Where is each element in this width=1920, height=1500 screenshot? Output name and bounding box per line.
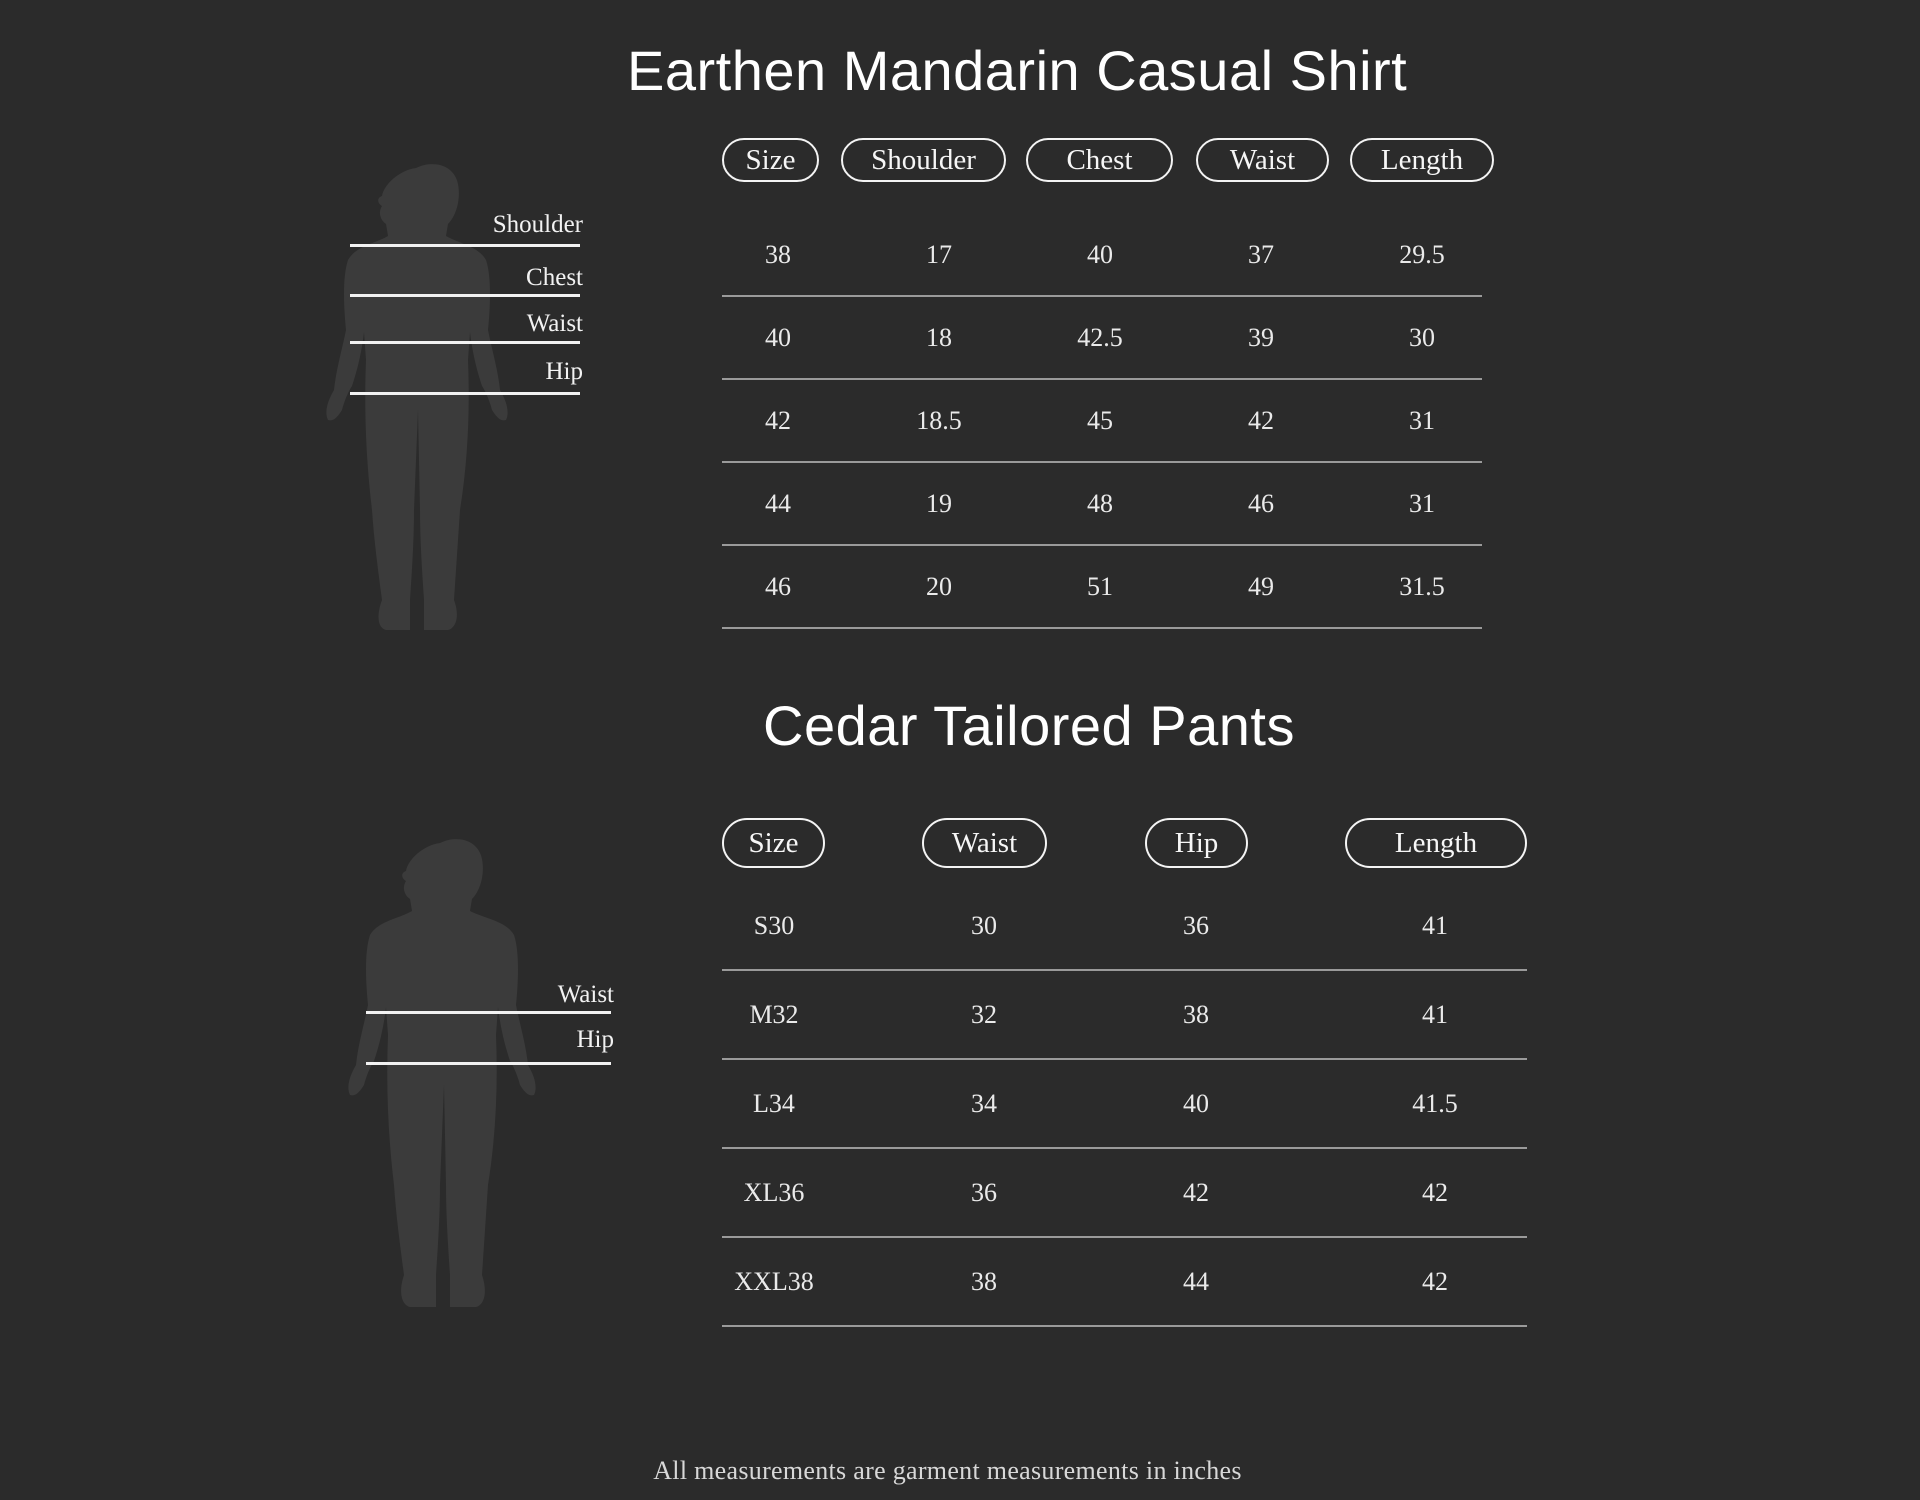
cell-size: XL36 (743, 1177, 805, 1207)
table-row (722, 297, 1482, 380)
cell-length: 41 (1422, 910, 1448, 940)
table-row (722, 1149, 1527, 1238)
cell-length: 29.5 (1399, 239, 1445, 269)
cell-length: 41 (1422, 999, 1448, 1029)
cell-length: 42 (1422, 1266, 1448, 1296)
column-header-length: Length (1350, 138, 1494, 182)
waist-measure-line (350, 341, 580, 344)
chest-measure-line (350, 294, 580, 297)
cell-hip: 42 (1183, 1177, 1209, 1207)
column-header-waist: Waist (1196, 138, 1329, 182)
pants-hip-measure-line (366, 1062, 611, 1065)
cell-shoulder: 17 (926, 239, 952, 269)
table-row (722, 463, 1482, 546)
cell-size: 40 (765, 322, 791, 352)
cell-chest: 45 (1087, 405, 1113, 435)
cell-length: 41.5 (1412, 1088, 1458, 1118)
measurement-footnote: All measurements are garment measurements in inches (653, 1456, 1242, 1485)
table-row (722, 214, 1482, 297)
column-header-chest: Chest (1026, 138, 1173, 182)
cell-waist: 34 (971, 1088, 997, 1118)
column-header-size: Size (722, 818, 825, 868)
column-header-waist: Waist (922, 818, 1047, 868)
cell-shoulder: 18.5 (916, 405, 962, 435)
cell-length: 30 (1409, 322, 1435, 352)
column-header-shoulder: Shoulder (841, 138, 1006, 182)
table-header (722, 138, 1482, 190)
waist-label: Waist (526, 310, 583, 337)
cell-waist: 42 (1248, 405, 1274, 435)
shirt-size-table (722, 138, 1482, 629)
table-row (722, 1060, 1527, 1149)
cell-waist: 38 (971, 1266, 997, 1296)
cell-length: 31.5 (1399, 571, 1445, 601)
cell-waist: 32 (971, 999, 997, 1029)
table-row (722, 882, 1527, 971)
cell-chest: 42.5 (1077, 322, 1123, 352)
cell-hip: 44 (1183, 1266, 1209, 1296)
table-header (722, 818, 1527, 872)
pants-title: Cedar Tailored Pants (763, 694, 1295, 757)
pants-hip-label: Hip (576, 1026, 614, 1053)
cell-chest: 51 (1087, 571, 1113, 601)
shoulder-measure-line (350, 244, 580, 247)
cell-size: M32 (749, 999, 799, 1029)
table-row (722, 546, 1482, 629)
table-row (722, 971, 1527, 1060)
pants-size-table (722, 818, 1527, 1327)
hip-label: Hip (545, 358, 583, 385)
cell-size: 42 (765, 405, 791, 435)
pants-body-figure (340, 835, 640, 1355)
cell-length: 42 (1422, 1177, 1448, 1207)
cell-shoulder: 20 (926, 571, 952, 601)
cell-waist: 39 (1248, 322, 1274, 352)
cell-size: 38 (765, 239, 791, 269)
pants-waist-measure-line (366, 1011, 611, 1014)
shirt-title: Earthen Mandarin Casual Shirt (627, 39, 1408, 102)
hip-measure-line (350, 392, 580, 395)
cell-hip: 36 (1183, 910, 1209, 940)
cell-waist: 30 (971, 910, 997, 940)
column-header-size: Size (722, 138, 819, 182)
cell-size: S30 (753, 910, 795, 940)
cell-size: 44 (765, 488, 791, 518)
cell-shoulder: 19 (926, 488, 952, 518)
cell-hip: 38 (1183, 999, 1209, 1029)
cell-length: 31 (1409, 405, 1435, 435)
table-row (722, 380, 1482, 463)
cell-shoulder: 18 (926, 322, 952, 352)
cell-waist: 49 (1248, 571, 1274, 601)
body-silhouette-icon (340, 835, 640, 1355)
table-row (722, 1238, 1527, 1327)
cell-size: 46 (765, 571, 791, 601)
cell-size: XXL38 (734, 1266, 814, 1296)
cell-waist: 37 (1248, 239, 1274, 269)
cell-size: L34 (753, 1088, 795, 1118)
pants-waist-label: Waist (557, 981, 614, 1008)
column-header-hip: Hip (1145, 818, 1248, 868)
cell-waist: 36 (971, 1177, 997, 1207)
cell-waist: 46 (1248, 488, 1274, 518)
cell-length: 31 (1409, 488, 1435, 518)
chest-label: Chest (526, 264, 583, 291)
shoulder-label: Shoulder (492, 211, 583, 238)
cell-chest: 40 (1087, 239, 1113, 269)
cell-chest: 48 (1087, 488, 1113, 518)
column-header-length: Length (1345, 818, 1527, 868)
cell-hip: 40 (1183, 1088, 1209, 1118)
